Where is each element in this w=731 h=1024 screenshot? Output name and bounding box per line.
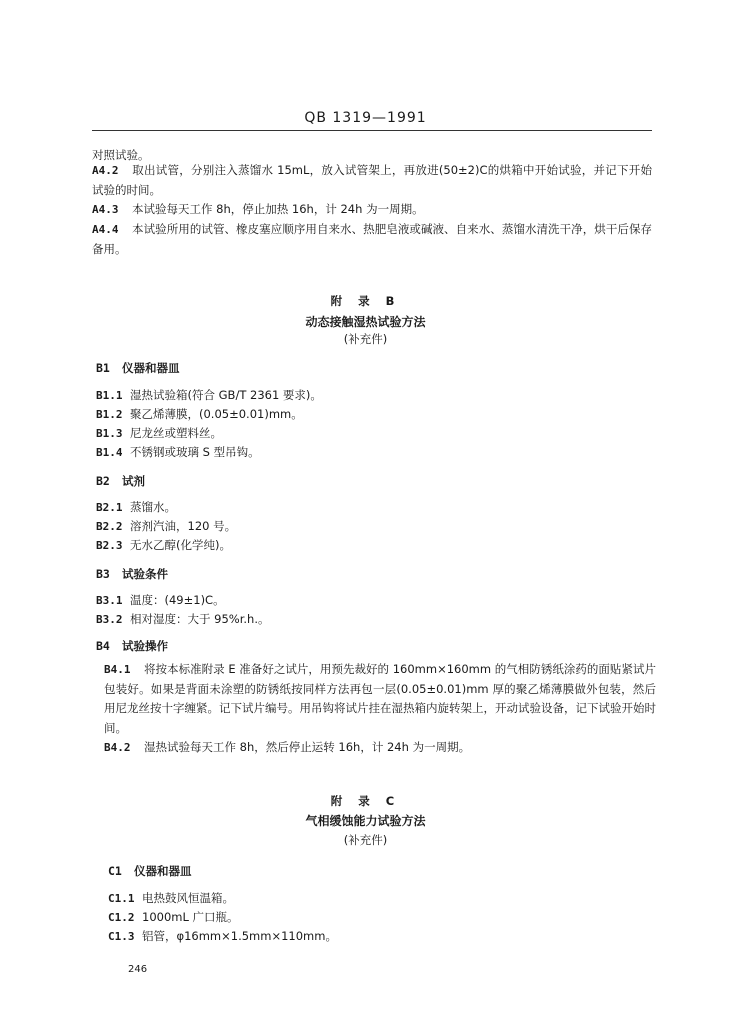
item-C1-3 [108,928,337,945]
item-text: 温度：(49±1)C。 [130,593,225,607]
item-number: C1.3 [108,930,135,943]
item-text: 铝管，φ16mm×1.5mm×110mm。 [142,929,337,943]
appendix-c-label: 附 录 C [330,794,401,808]
item-text: 溶剂汽油，120 号。 [130,519,237,533]
appendix-b-subtitle: (补充件) [343,332,388,346]
appendix-b-label: 附 录 B [330,294,401,308]
item-B3-1 [96,592,225,609]
section-number: B4 [96,639,110,653]
item-B2-3 [96,537,231,554]
appendix-c-subtitle: (补充件) [343,833,388,847]
continuation-text: 对照试验。 [92,148,150,162]
section-number: B1 [96,361,110,375]
clause-number: A4.3 [92,203,119,216]
item-B1-4 [96,444,260,461]
clause-text: 将按本标准附录 E 准备好之试片，用预先裁好的 160mm×160mm 的气相防锈纸涂药的面贴紧试片包装好。如果是背面未涂塑的防锈纸按同样方法再包一层(0.05±0.01)mm 厚的聚乙烯薄膜做外包装，然后用尼龙丝按十字缠紧。记下试片编号。用吊钩将试片挂在湿热箱内旋转架上，开动试验设备，记下试验开始时间。 [104,662,656,735]
clause-number: A4.2 [92,164,119,177]
item-B1-1 [96,387,322,404]
item-B1-2 [96,406,303,423]
item-number: B3.1 [96,594,123,607]
appendix-b-title: 动态接触湿热试验方法 [305,315,426,329]
item-number: B1.1 [96,389,123,402]
page-number: 246 [128,964,148,975]
item-number: B1.4 [96,446,123,459]
item-number: B3.2 [96,613,123,626]
clause-text: 取出试管，分别注入蒸馏水 15mL，放入试管架上，再放进(50±2)C的烘箱中开始试验，并记下开始试验的时间。 [92,163,652,197]
section-title: 仪器和器皿 [134,864,192,878]
item-text: 尼龙丝或塑料丝。 [130,426,222,440]
section-title: 试验条件 [122,567,168,581]
section-number: B2 [96,474,110,488]
clause-text: 湿热试验每天工作 8h，然后停止运转 16h，计 24h 为一周期。 [144,740,471,754]
item-text: 相对湿度：大于 95%r.h.。 [130,612,270,626]
clause-B4-1 [104,660,656,738]
clause-A4-2 [92,161,652,200]
item-C1-2 [108,909,239,926]
item-C1-1 [108,890,234,907]
item-number: B1.3 [96,427,123,440]
clause-number: A4.4 [92,223,119,236]
clause-text: 本试验每天工作 8h，停止加热 16h，计 24h 为一周期。 [132,202,424,216]
section-B2 [96,473,145,489]
clause-A4-3 [92,200,652,220]
clause-A4-4 [92,220,652,259]
header-rule [92,130,652,131]
item-B1-3 [96,425,222,442]
item-number: B2.3 [96,539,123,552]
clause-B4-2 [104,738,656,758]
item-text: 聚乙烯薄膜，(0.05±0.01)mm。 [130,407,303,421]
item-text: 不锈钢或玻璃 S 型吊钩。 [130,445,260,459]
appendix-c-title: 气相缓蚀能力试验方法 [305,814,426,828]
item-number: B2.2 [96,520,123,533]
item-text: 1000mL 广口瓶。 [142,910,239,924]
item-B2-1 [96,499,176,516]
item-number: C1.1 [108,892,135,905]
section-number: C1 [108,864,122,878]
item-B3-2 [96,611,270,628]
item-number: C1.2 [108,911,135,924]
item-B2-2 [96,518,236,535]
section-title: 仪器和器皿 [122,361,180,375]
clause-text: 本试验所用的试管、橡皮塞应顺序用自来水、热肥皂液或碱液、自来水、蒸馏水清洗干净，烘干后保存备用。 [92,222,652,256]
section-B4 [96,638,168,654]
item-text: 无水乙醇(化学纯)。 [130,538,231,552]
item-text: 湿热试验箱(符合 GB/T 2361 要求)。 [130,388,322,402]
item-number: B2.1 [96,501,123,514]
item-text: 电热鼓风恒温箱。 [142,891,234,905]
item-number: B1.2 [96,408,123,421]
section-B3 [96,566,168,582]
clause-number: B4.2 [104,741,131,754]
clause-number: B4.1 [104,663,131,676]
section-C1 [108,863,192,879]
section-B1 [96,360,180,376]
document-code-header: QB 1319—1991 [304,110,427,126]
section-title: 试剂 [122,474,145,488]
item-text: 蒸馏水。 [130,500,176,514]
section-title: 试验操作 [122,639,168,653]
section-number: B3 [96,567,110,581]
